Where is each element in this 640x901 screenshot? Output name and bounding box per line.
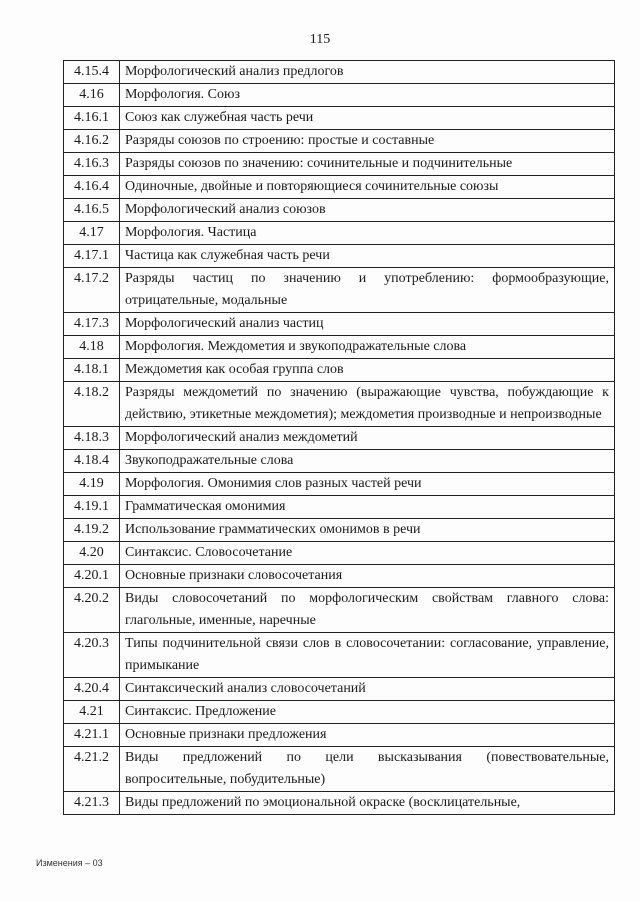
section-number: 4.18.4 — [64, 450, 120, 473]
table-row — [64, 245, 615, 268]
section-number: 4.16.4 — [64, 176, 120, 199]
section-number: 4.16.2 — [64, 130, 120, 153]
page-number: 115 — [309, 32, 331, 47]
section-topic: Разряды частиц по значению и употреблению: формообразующие, отрицательные, модальные — [120, 268, 615, 313]
section-topic: Одиночные, двойные и повторяющиеся сочинительные союзы — [120, 176, 615, 199]
section-topic: Морфология. Междометия и звукоподражательные слова — [120, 336, 615, 359]
table-row — [64, 427, 615, 450]
section-number: 4.20.4 — [64, 678, 120, 701]
table-row — [64, 496, 615, 519]
table-row — [64, 519, 615, 542]
section-number: 4.16.5 — [64, 199, 120, 222]
section-number: 4.17.1 — [64, 245, 120, 268]
section-topic: Морфологический анализ междометий — [120, 427, 615, 450]
table-row — [64, 565, 615, 588]
section-topic: Звукоподражательные слова — [120, 450, 615, 473]
section-topic: Союз как служебная часть речи — [120, 107, 615, 130]
table-row — [64, 199, 615, 222]
section-topic: Виды предложений по эмоциональной окраске (восклицательные, — [120, 792, 615, 815]
section-number: 4.18.2 — [64, 382, 120, 427]
section-topic: Синтаксис. Словосочетание — [120, 542, 615, 565]
section-number: 4.16.1 — [64, 107, 120, 130]
section-number: 4.17.3 — [64, 313, 120, 336]
section-number: 4.21.2 — [64, 747, 120, 792]
section-topic: Междометия как особая группа слов — [120, 359, 615, 382]
section-topic: Основные признаки словосочетания — [120, 565, 615, 588]
table-row — [64, 450, 615, 473]
section-topic: Морфология. Омонимия слов разных частей речи — [120, 473, 615, 496]
section-number: 4.21.1 — [64, 724, 120, 747]
table-row — [64, 588, 615, 633]
table-row — [64, 336, 615, 359]
section-topic: Синтаксический анализ словосочетаний — [120, 678, 615, 701]
section-topic: Основные признаки предложения — [120, 724, 615, 747]
table-row — [64, 724, 615, 747]
table-row — [64, 268, 615, 313]
section-number: 4.17 — [64, 222, 120, 245]
table-row — [64, 701, 615, 724]
section-number: 4.16 — [64, 84, 120, 107]
section-topic: Частица как служебная часть речи — [120, 245, 615, 268]
table-row — [64, 176, 615, 199]
section-topic: Морфологический анализ частиц — [120, 313, 615, 336]
section-number: 4.18.1 — [64, 359, 120, 382]
table-row — [64, 61, 615, 84]
section-topic: Разряды междометий по значению (выражающие чувства, побуждающие к действию, этикетные междометия); междометия производные и непроизводные — [120, 382, 615, 427]
section-number: 4.16.3 — [64, 153, 120, 176]
footer-revision-note: Изменения – 03 — [36, 858, 103, 868]
table-row — [64, 359, 615, 382]
section-number: 4.17.2 — [64, 268, 120, 313]
section-number: 4.15.4 — [64, 61, 120, 84]
section-number: 4.20.2 — [64, 588, 120, 633]
section-number: 4.19.1 — [64, 496, 120, 519]
table-row — [64, 222, 615, 245]
section-topic: Разряды союзов по значению: сочинительные и подчинительные — [120, 153, 615, 176]
table-row — [64, 678, 615, 701]
table-row — [64, 542, 615, 565]
section-number: 4.21 — [64, 701, 120, 724]
table-row — [64, 382, 615, 427]
table-row — [64, 107, 615, 130]
section-topic: Типы подчинительной связи слов в словосочетании: согласование, управление, примыкание — [120, 633, 615, 678]
section-topic: Виды словосочетаний по морфологическим свойствам главного слова: глагольные, именные, наречные — [120, 588, 615, 633]
table-row — [64, 130, 615, 153]
table-row — [64, 473, 615, 496]
table-row — [64, 633, 615, 678]
section-number: 4.20.1 — [64, 565, 120, 588]
section-number: 4.20 — [64, 542, 120, 565]
section-topic: Грамматическая омонимия — [120, 496, 615, 519]
table-row — [64, 747, 615, 792]
table-body — [64, 61, 615, 815]
section-number: 4.20.3 — [64, 633, 120, 678]
section-topic: Разряды союзов по строению: простые и составные — [120, 130, 615, 153]
curriculum-table — [63, 60, 615, 815]
section-number: 4.18.3 — [64, 427, 120, 450]
section-topic: Морфологический анализ союзов — [120, 199, 615, 222]
section-number: 4.18 — [64, 336, 120, 359]
section-number: 4.19.2 — [64, 519, 120, 542]
section-topic: Морфологический анализ предлогов — [120, 61, 615, 84]
table-row — [64, 313, 615, 336]
section-number: 4.21.3 — [64, 792, 120, 815]
table-row — [64, 792, 615, 815]
table-row — [64, 153, 615, 176]
section-topic: Использование грамматических омонимов в речи — [120, 519, 615, 542]
section-topic: Морфология. Союз — [120, 84, 615, 107]
table-row — [64, 84, 615, 107]
section-topic: Морфология. Частица — [120, 222, 615, 245]
section-number: 4.19 — [64, 473, 120, 496]
section-topic: Виды предложений по цели высказывания (повествовательные, вопросительные, побудительные) — [120, 747, 615, 792]
section-topic: Синтаксис. Предложение — [120, 701, 615, 724]
curriculum-table-wrapper — [63, 60, 614, 815]
